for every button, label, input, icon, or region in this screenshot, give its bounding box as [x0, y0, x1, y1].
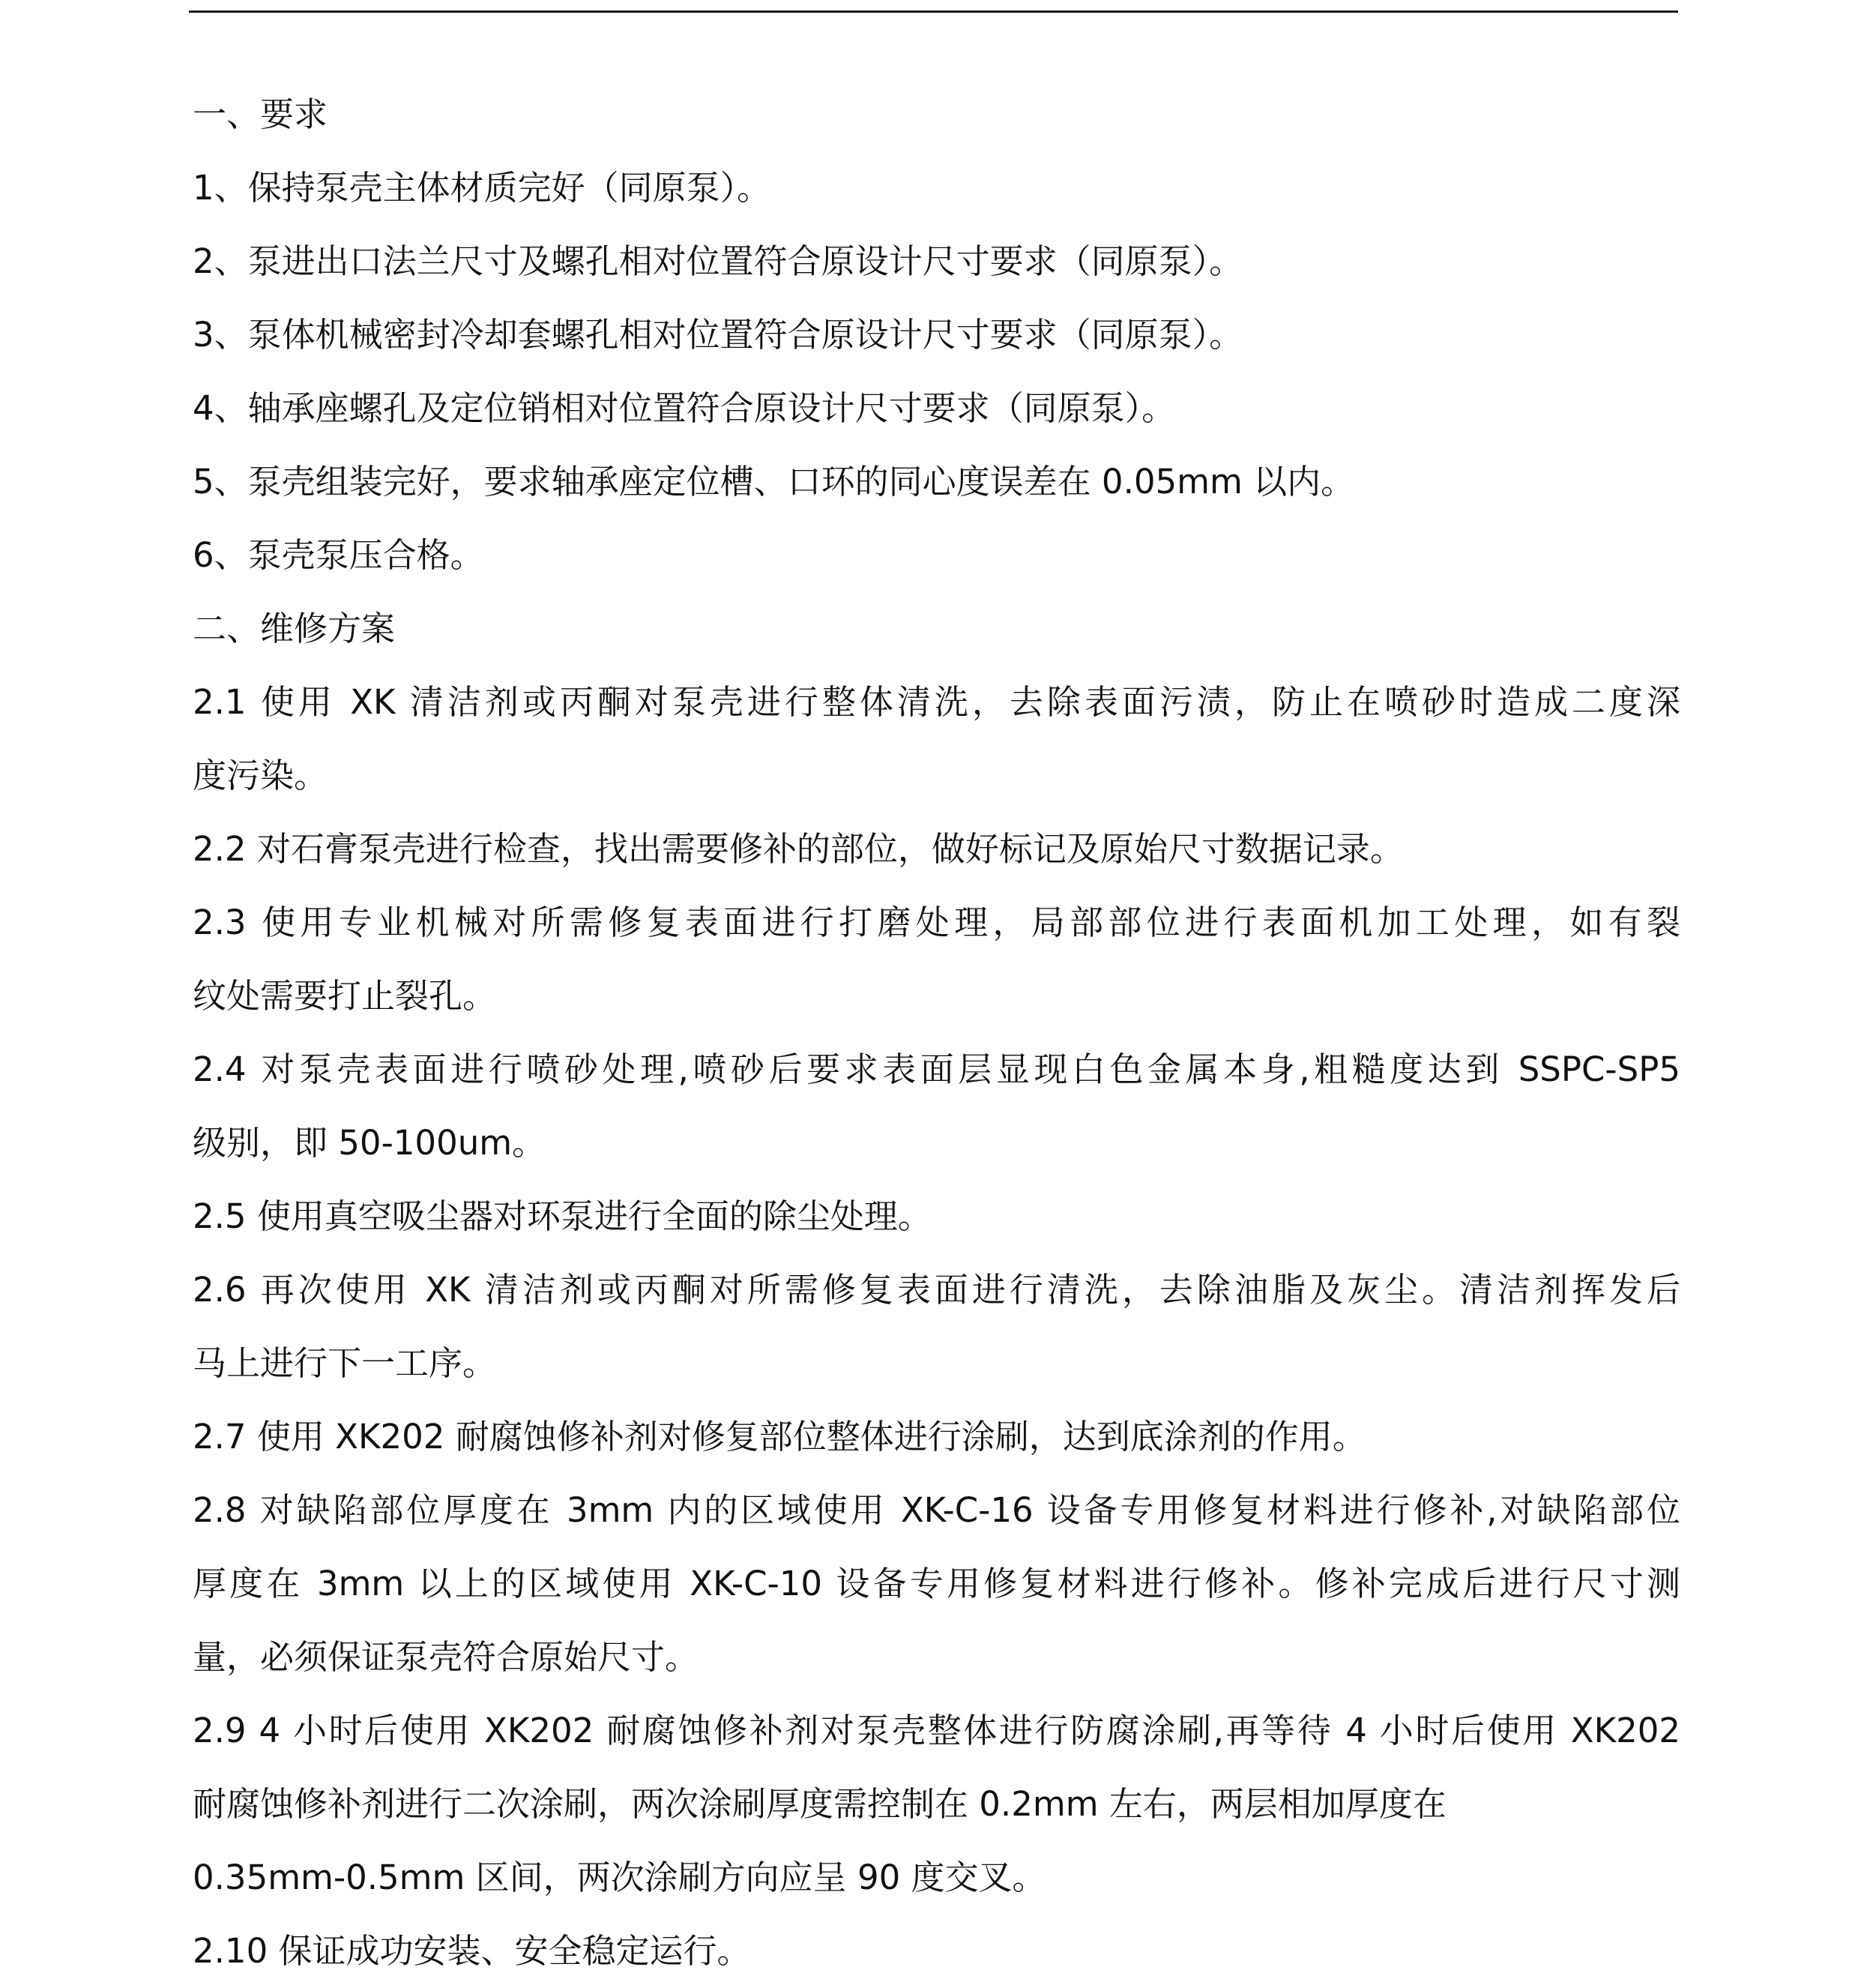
step-2-10-line-1: 2.10 保证成功安装、安全稳定运行。: [193, 1931, 751, 1971]
document-body: [193, 78, 1680, 1988]
step-2-8-line-1: 2.8 对缺陷部位厚度在 3mm 内的区域使用 XK-C-16 设备专用修复材料进行修补,对缺陷部位: [193, 1490, 1680, 1530]
section-2-heading: 二、维修方案: [193, 609, 396, 648]
requirement-item-5: 5、泵壳组装完好，要求轴承座定位槽、口环的同心度误差在 0.05mm 以内。: [193, 462, 1355, 501]
step-2-8-line-3: 量，必须保证泵壳符合原始尺寸。: [193, 1637, 699, 1677]
requirement-item-2: 2、泵进出口法兰尺寸及螺孔相对位置符合原设计尺寸要求（同原泵）。: [193, 241, 1243, 281]
step-2-6-line-2: 马上进行下一工序。: [193, 1343, 497, 1383]
step-2-9-line-1: 2.9 4 小时后使用 XK202 耐腐蚀修补剂对泵壳整体进行防腐涂刷,再等待 4 小时后使用 XK202: [193, 1711, 1680, 1750]
step-2-2-line-1: 2.2 对石膏泵壳进行检查，找出需要修补的部位，做好标记及原始尺寸数据记录。: [193, 829, 1404, 869]
step-2-8-line-2: 厚度在 3mm 以上的区域使用 XK-C-10 设备专用修复材料进行修补。修补完成后进行尺寸测: [193, 1564, 1680, 1603]
step-2-1-line-2: 度污染。: [193, 756, 328, 795]
step-2-6-line-1: 2.6 再次使用 XK 清洁剂或丙酮对所需修复表面进行清洗，去除油脂及灰尘。清洁剂挥发后: [193, 1270, 1680, 1310]
requirement-item-3: 3、泵体机械密封冷却套螺孔相对位置符合原设计尺寸要求（同原泵）。: [193, 315, 1243, 355]
requirement-item-4: 4、轴承座螺孔及定位销相对位置符合原设计尺寸要求（同原泵）。: [193, 388, 1176, 428]
step-2-1-line-1: 2.1 使用 XK 清洁剂或丙酮对泵壳进行整体清洗，去除表面污渍，防止在喷砂时造成二度深: [193, 682, 1680, 722]
step-2-4-line-2: 级别，即 50-100um。: [193, 1123, 546, 1163]
step-2-9-line-3: 0.35mm-0.5mm 区间，两次涂刷方向应呈 90 度交叉。: [193, 1858, 1046, 1897]
requirement-item-1: 1、保持泵壳主体材质完好（同原泵）。: [193, 168, 771, 208]
step-2-4-line-1: 2.4 对泵壳表面进行喷砂处理,喷砂后要求表面层显现白色金属本身,粗糙度达到 SSPC-SP5: [193, 1049, 1680, 1089]
requirement-item-6: 6、泵壳泵压合格。: [193, 535, 484, 575]
section-1-heading: 一、要求: [193, 94, 328, 134]
step-2-7-line-1: 2.7 使用 XK202 耐腐蚀修补剂对修复部位整体进行涂刷，达到底涂剂的作用。: [193, 1417, 1366, 1457]
step-2-9-line-2: 耐腐蚀修补剂进行二次涂刷，两次涂刷厚度需控制在 0.2mm 左右，两层相加厚度在: [193, 1784, 1447, 1824]
step-2-5-line-1: 2.5 使用真空吸尘器对环泵进行全面的除尘处理。: [193, 1196, 932, 1236]
step-2-3-line-1: 2.3 使用专业机械对所需修复表面进行打磨处理，局部部位进行表面机加工处理，如有裂: [193, 903, 1680, 942]
step-2-3-line-2: 纹处需要打止裂孔。: [193, 976, 497, 1016]
header-rule: [189, 10, 1678, 13]
